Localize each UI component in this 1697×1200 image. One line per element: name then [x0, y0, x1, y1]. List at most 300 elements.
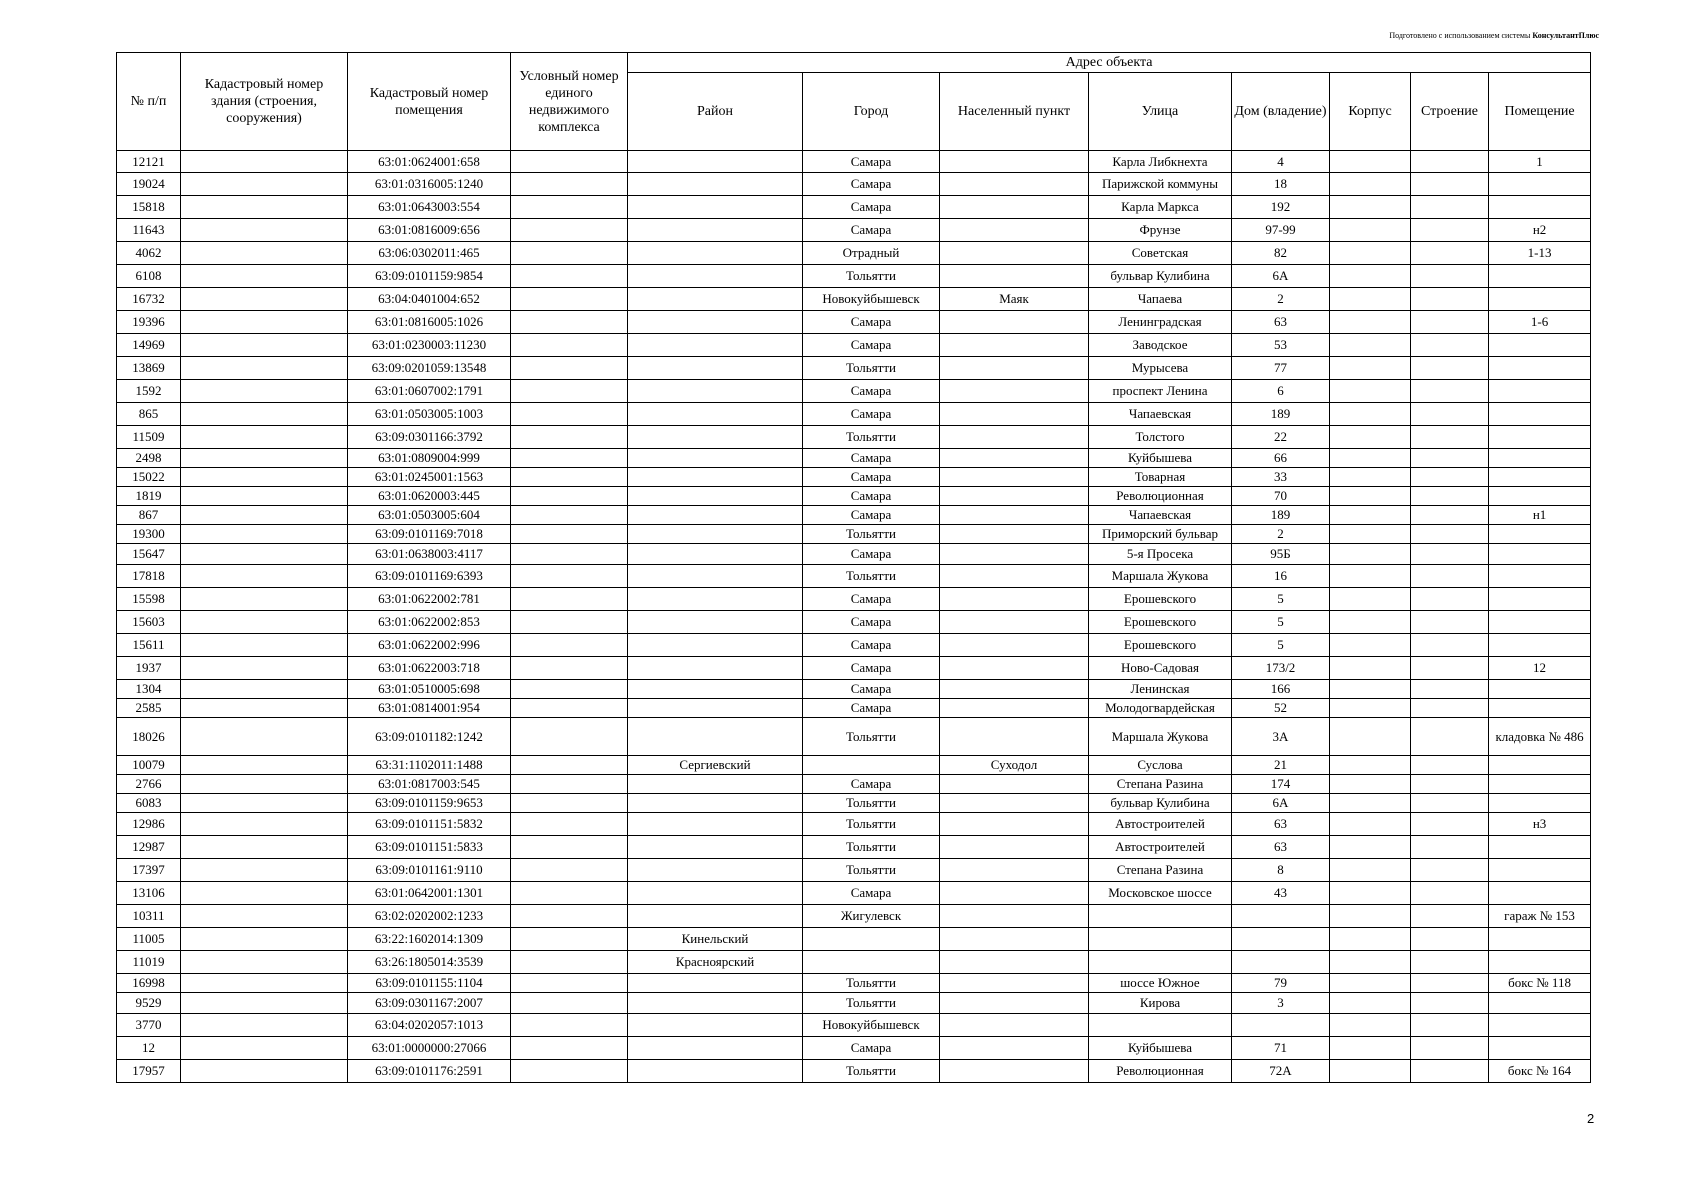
cell-house: 3 — [1232, 993, 1330, 1014]
cell-settlement — [940, 588, 1089, 611]
cell-city: Тольятти — [803, 525, 940, 544]
cell-room-cadastral: 63:01:0622002:996 — [348, 634, 511, 657]
cell-building — [1411, 718, 1489, 756]
cell-district — [628, 657, 803, 680]
cell-num: 11643 — [117, 219, 181, 242]
cell-building-cadastral — [181, 334, 348, 357]
cell-room — [1489, 951, 1591, 974]
cell-building-cadastral — [181, 905, 348, 928]
cell-korpus — [1330, 813, 1411, 836]
cell-district — [628, 525, 803, 544]
cell-room — [1489, 288, 1591, 311]
cell-korpus — [1330, 680, 1411, 699]
cell-korpus — [1330, 334, 1411, 357]
cell-district — [628, 449, 803, 468]
cell-building-cadastral — [181, 1060, 348, 1083]
cell-num: 19300 — [117, 525, 181, 544]
cell-city: Тольятти — [803, 265, 940, 288]
cell-settlement — [940, 775, 1089, 794]
cell-korpus — [1330, 1014, 1411, 1037]
cell-settlement — [940, 928, 1089, 951]
cell-room — [1489, 794, 1591, 813]
cell-district — [628, 380, 803, 403]
cell-district — [628, 219, 803, 242]
cell-room-cadastral: 63:09:0101169:6393 — [348, 565, 511, 588]
cell-district — [628, 813, 803, 836]
cell-num: 13106 — [117, 882, 181, 905]
cell-room-cadastral: 63:01:0503005:1003 — [348, 403, 511, 426]
cell-room: 1 — [1489, 151, 1591, 173]
header-house: Дом (владение) — [1232, 73, 1330, 151]
cell-street: Ново-Садовая — [1089, 657, 1232, 680]
cell-settlement — [940, 265, 1089, 288]
cell-building-cadastral — [181, 311, 348, 334]
cell-building — [1411, 974, 1489, 993]
cell-settlement — [940, 487, 1089, 506]
cell-house: 63 — [1232, 813, 1330, 836]
cell-city: Самара — [803, 882, 940, 905]
header-room: Помещение — [1489, 73, 1591, 151]
table-row — [117, 1037, 1591, 1060]
cell-street: Автостроителей — [1089, 836, 1232, 859]
cell-korpus — [1330, 288, 1411, 311]
cell-street: Куйбышева — [1089, 1037, 1232, 1060]
cell-house: 63 — [1232, 836, 1330, 859]
cell-city: Самара — [803, 680, 940, 699]
cell-building-cadastral — [181, 794, 348, 813]
cell-complex-number — [511, 859, 628, 882]
table-row — [117, 974, 1591, 993]
table-row — [117, 775, 1591, 794]
cell-house: 189 — [1232, 403, 1330, 426]
cell-room-cadastral: 63:09:0101151:5833 — [348, 836, 511, 859]
cell-room — [1489, 468, 1591, 487]
cell-room — [1489, 565, 1591, 588]
cell-building — [1411, 468, 1489, 487]
cell-korpus — [1330, 426, 1411, 449]
cell-street: Суслова — [1089, 756, 1232, 775]
table-row — [117, 993, 1591, 1014]
cell-house: 72А — [1232, 1060, 1330, 1083]
cell-settlement — [940, 173, 1089, 196]
cell-korpus — [1330, 1037, 1411, 1060]
cell-district — [628, 859, 803, 882]
cell-complex-number — [511, 380, 628, 403]
table-row — [117, 487, 1591, 506]
cell-korpus — [1330, 242, 1411, 265]
cell-district — [628, 334, 803, 357]
cell-street: Чапаевская — [1089, 506, 1232, 525]
cell-room-cadastral: 63:09:0101176:2591 — [348, 1060, 511, 1083]
cell-room — [1489, 1037, 1591, 1060]
cell-building-cadastral — [181, 173, 348, 196]
cell-street: бульвар Кулибина — [1089, 265, 1232, 288]
cell-room: н1 — [1489, 506, 1591, 525]
cell-settlement — [940, 506, 1089, 525]
cell-settlement — [940, 219, 1089, 242]
cell-settlement — [940, 426, 1089, 449]
cell-street: шоссе Южное — [1089, 974, 1232, 993]
table-row — [117, 611, 1591, 634]
cell-district — [628, 634, 803, 657]
table-row — [117, 657, 1591, 680]
cell-room-cadastral: 63:01:0000000:27066 — [348, 1037, 511, 1060]
cell-city: Тольятти — [803, 718, 940, 756]
cell-city: Самара — [803, 487, 940, 506]
cell-num: 12987 — [117, 836, 181, 859]
header-district: Район — [628, 73, 803, 151]
cell-building — [1411, 634, 1489, 657]
cell-city: Самара — [803, 634, 940, 657]
header-building: Строение — [1411, 73, 1489, 151]
cell-num: 18026 — [117, 718, 181, 756]
cell-room: 1-6 — [1489, 311, 1591, 334]
cell-complex-number — [511, 173, 628, 196]
cell-building-cadastral — [181, 219, 348, 242]
cell-building-cadastral — [181, 487, 348, 506]
cell-district — [628, 288, 803, 311]
cell-num: 15611 — [117, 634, 181, 657]
cell-complex-number — [511, 544, 628, 565]
cell-street: Толстого — [1089, 426, 1232, 449]
cell-house: 53 — [1232, 334, 1330, 357]
cell-house: 5 — [1232, 588, 1330, 611]
cell-room-cadastral: 63:09:0101159:9854 — [348, 265, 511, 288]
cell-settlement — [940, 718, 1089, 756]
cell-room — [1489, 380, 1591, 403]
source-note-text: Подготовлено с использованием системы — [1389, 31, 1531, 40]
cell-building-cadastral — [181, 544, 348, 565]
table-row — [117, 506, 1591, 525]
cell-city: Тольятти — [803, 859, 940, 882]
cell-street: Карла Либкнехта — [1089, 151, 1232, 173]
cell-house: 70 — [1232, 487, 1330, 506]
cell-room-cadastral: 63:01:0814001:954 — [348, 699, 511, 718]
cell-korpus — [1330, 151, 1411, 173]
cell-city: Тольятти — [803, 794, 940, 813]
cell-building-cadastral — [181, 1037, 348, 1060]
cell-street: Чапаева — [1089, 288, 1232, 311]
cell-district — [628, 974, 803, 993]
cell-room: гараж № 153 — [1489, 905, 1591, 928]
header-complex-number: Условный номер единого недвижимого комплекса — [511, 53, 628, 151]
cell-room — [1489, 882, 1591, 905]
header-street: Улица — [1089, 73, 1232, 151]
cell-building-cadastral — [181, 380, 348, 403]
cell-city: Самара — [803, 506, 940, 525]
cell-street: Революционная — [1089, 487, 1232, 506]
cell-building — [1411, 506, 1489, 525]
cell-building — [1411, 151, 1489, 173]
cell-house: 5 — [1232, 634, 1330, 657]
table-row — [117, 905, 1591, 928]
cell-num: 17397 — [117, 859, 181, 882]
cell-korpus — [1330, 219, 1411, 242]
cell-street: 5-я Просека — [1089, 544, 1232, 565]
cell-city: Самара — [803, 151, 940, 173]
cell-house: 66 — [1232, 449, 1330, 468]
cell-house: 6А — [1232, 265, 1330, 288]
cell-korpus — [1330, 525, 1411, 544]
table-row — [117, 403, 1591, 426]
cell-building — [1411, 173, 1489, 196]
table-row — [117, 836, 1591, 859]
cell-room-cadastral: 63:09:0101159:9653 — [348, 794, 511, 813]
cell-street: Маршала Жукова — [1089, 565, 1232, 588]
cell-building — [1411, 680, 1489, 699]
cell-room-cadastral: 63:09:0301166:3792 — [348, 426, 511, 449]
table-row — [117, 1014, 1591, 1037]
cell-room: н2 — [1489, 219, 1591, 242]
cell-building — [1411, 1014, 1489, 1037]
cell-korpus — [1330, 403, 1411, 426]
cell-korpus — [1330, 775, 1411, 794]
cell-room-cadastral: 63:02:0202002:1233 — [348, 905, 511, 928]
cell-room-cadastral: 63:01:0816005:1026 — [348, 311, 511, 334]
cell-room-cadastral: 63:01:0316005:1240 — [348, 173, 511, 196]
cell-complex-number — [511, 219, 628, 242]
cell-district — [628, 242, 803, 265]
cell-city: Самара — [803, 775, 940, 794]
cell-street: Кирова — [1089, 993, 1232, 1014]
cell-settlement — [940, 794, 1089, 813]
cell-complex-number — [511, 634, 628, 657]
cell-num: 16732 — [117, 288, 181, 311]
cell-korpus — [1330, 634, 1411, 657]
cell-building — [1411, 334, 1489, 357]
cell-korpus — [1330, 311, 1411, 334]
cell-building-cadastral — [181, 699, 348, 718]
table-row — [117, 449, 1591, 468]
table-row — [117, 426, 1591, 449]
cell-complex-number — [511, 928, 628, 951]
header-building-cadastral: Кадастровый номер здания (строения, сооружения) — [181, 53, 348, 151]
cell-complex-number — [511, 993, 628, 1014]
header-num: № п/п — [117, 53, 181, 151]
cell-complex-number — [511, 242, 628, 265]
table-row — [117, 928, 1591, 951]
cell-city: Самара — [803, 219, 940, 242]
cell-room-cadastral: 63:09:0101182:1242 — [348, 718, 511, 756]
cell-district — [628, 1037, 803, 1060]
source-note-brand: КонсультантПлюс — [1532, 31, 1599, 40]
cell-complex-number — [511, 882, 628, 905]
cell-district — [628, 506, 803, 525]
cell-house: 3А — [1232, 718, 1330, 756]
cell-building-cadastral — [181, 468, 348, 487]
cell-street: Революционная — [1089, 1060, 1232, 1083]
cell-num: 1592 — [117, 380, 181, 403]
cell-settlement — [940, 357, 1089, 380]
cell-settlement — [940, 951, 1089, 974]
cell-complex-number — [511, 151, 628, 173]
cell-street: Маршала Жукова — [1089, 718, 1232, 756]
cell-street: Заводское — [1089, 334, 1232, 357]
table-row — [117, 565, 1591, 588]
cell-street: Степана Разина — [1089, 859, 1232, 882]
cell-num: 12 — [117, 1037, 181, 1060]
cell-complex-number — [511, 588, 628, 611]
cell-room-cadastral: 63:01:0620003:445 — [348, 487, 511, 506]
cell-house: 4 — [1232, 151, 1330, 173]
cell-korpus — [1330, 468, 1411, 487]
cell-street: Автостроителей — [1089, 813, 1232, 836]
cell-korpus — [1330, 859, 1411, 882]
cell-room-cadastral: 63:01:0607002:1791 — [348, 380, 511, 403]
cell-room — [1489, 544, 1591, 565]
cell-num: 17818 — [117, 565, 181, 588]
cell-building — [1411, 311, 1489, 334]
header-settlement: Населенный пункт — [940, 73, 1089, 151]
cell-settlement — [940, 813, 1089, 836]
cell-num: 867 — [117, 506, 181, 525]
cell-korpus — [1330, 1060, 1411, 1083]
cell-street: бульвар Кулибина — [1089, 794, 1232, 813]
cell-building — [1411, 525, 1489, 544]
cell-city: Тольятти — [803, 357, 940, 380]
cell-room — [1489, 487, 1591, 506]
cell-building — [1411, 544, 1489, 565]
cell-num: 4062 — [117, 242, 181, 265]
cell-building-cadastral — [181, 993, 348, 1014]
cell-settlement — [940, 993, 1089, 1014]
cell-building-cadastral — [181, 426, 348, 449]
cell-room — [1489, 699, 1591, 718]
cell-building — [1411, 657, 1489, 680]
cell-street: Куйбышева — [1089, 449, 1232, 468]
cell-korpus — [1330, 718, 1411, 756]
cell-district — [628, 699, 803, 718]
cell-building-cadastral — [181, 265, 348, 288]
cell-building — [1411, 265, 1489, 288]
cell-num: 10311 — [117, 905, 181, 928]
cell-city: Отрадный — [803, 242, 940, 265]
cell-settlement — [940, 468, 1089, 487]
cell-room — [1489, 588, 1591, 611]
cell-street: Приморский бульвар — [1089, 525, 1232, 544]
table-row — [117, 794, 1591, 813]
cell-room — [1489, 680, 1591, 699]
cell-korpus — [1330, 487, 1411, 506]
cell-street: Ерошевского — [1089, 588, 1232, 611]
table-row — [117, 882, 1591, 905]
cell-house: 174 — [1232, 775, 1330, 794]
cell-korpus — [1330, 265, 1411, 288]
cell-district — [628, 775, 803, 794]
cell-num: 17957 — [117, 1060, 181, 1083]
cell-city: Самара — [803, 544, 940, 565]
cell-room-cadastral: 63:01:0642001:1301 — [348, 882, 511, 905]
cell-korpus — [1330, 357, 1411, 380]
cell-settlement — [940, 859, 1089, 882]
cell-num: 6083 — [117, 794, 181, 813]
cell-street — [1089, 951, 1232, 974]
cell-district — [628, 718, 803, 756]
cell-room — [1489, 775, 1591, 794]
registry-table — [116, 52, 1591, 1083]
cell-num: 1937 — [117, 657, 181, 680]
cell-building-cadastral — [181, 506, 348, 525]
cell-district: Кинельский — [628, 928, 803, 951]
cell-room-cadastral: 63:22:1602014:1309 — [348, 928, 511, 951]
cell-house: 79 — [1232, 974, 1330, 993]
cell-complex-number — [511, 680, 628, 699]
cell-room — [1489, 449, 1591, 468]
cell-korpus — [1330, 380, 1411, 403]
cell-building — [1411, 403, 1489, 426]
table-row — [117, 680, 1591, 699]
cell-settlement — [940, 1037, 1089, 1060]
cell-korpus — [1330, 882, 1411, 905]
cell-street — [1089, 928, 1232, 951]
cell-complex-number — [511, 487, 628, 506]
cell-room-cadastral: 63:01:0230003:11230 — [348, 334, 511, 357]
cell-district — [628, 1014, 803, 1037]
cell-room-cadastral: 63:26:1805014:3539 — [348, 951, 511, 974]
cell-complex-number — [511, 311, 628, 334]
cell-city: Тольятти — [803, 993, 940, 1014]
cell-building-cadastral — [181, 882, 348, 905]
cell-building — [1411, 219, 1489, 242]
cell-house: 63 — [1232, 311, 1330, 334]
table-row — [117, 951, 1591, 974]
cell-num: 12986 — [117, 813, 181, 836]
cell-room — [1489, 928, 1591, 951]
cell-street: Советская — [1089, 242, 1232, 265]
cell-city: Тольятти — [803, 836, 940, 859]
cell-room — [1489, 265, 1591, 288]
cell-building — [1411, 928, 1489, 951]
cell-building — [1411, 449, 1489, 468]
cell-num: 19396 — [117, 311, 181, 334]
cell-settlement — [940, 334, 1089, 357]
cell-district — [628, 680, 803, 699]
cell-street: Чапаевская — [1089, 403, 1232, 426]
cell-house: 8 — [1232, 859, 1330, 882]
cell-room: 12 — [1489, 657, 1591, 680]
cell-house: 16 — [1232, 565, 1330, 588]
cell-num: 6108 — [117, 265, 181, 288]
cell-settlement — [940, 657, 1089, 680]
cell-building-cadastral — [181, 449, 348, 468]
cell-district — [628, 588, 803, 611]
cell-korpus — [1330, 974, 1411, 993]
cell-building — [1411, 813, 1489, 836]
cell-settlement — [940, 611, 1089, 634]
cell-room-cadastral: 63:01:0503005:604 — [348, 506, 511, 525]
cell-building-cadastral — [181, 565, 348, 588]
cell-building-cadastral — [181, 718, 348, 756]
cell-house: 77 — [1232, 357, 1330, 380]
cell-korpus — [1330, 565, 1411, 588]
cell-settlement — [940, 882, 1089, 905]
cell-settlement — [940, 525, 1089, 544]
cell-district — [628, 468, 803, 487]
cell-street: Мурысева — [1089, 357, 1232, 380]
cell-district — [628, 173, 803, 196]
cell-settlement — [940, 242, 1089, 265]
cell-building-cadastral — [181, 680, 348, 699]
table-row — [117, 265, 1591, 288]
cell-room — [1489, 611, 1591, 634]
cell-num: 11019 — [117, 951, 181, 974]
cell-complex-number — [511, 525, 628, 544]
cell-num: 10079 — [117, 756, 181, 775]
cell-street: Ерошевского — [1089, 611, 1232, 634]
cell-house: 43 — [1232, 882, 1330, 905]
cell-house: 33 — [1232, 468, 1330, 487]
cell-room — [1489, 836, 1591, 859]
